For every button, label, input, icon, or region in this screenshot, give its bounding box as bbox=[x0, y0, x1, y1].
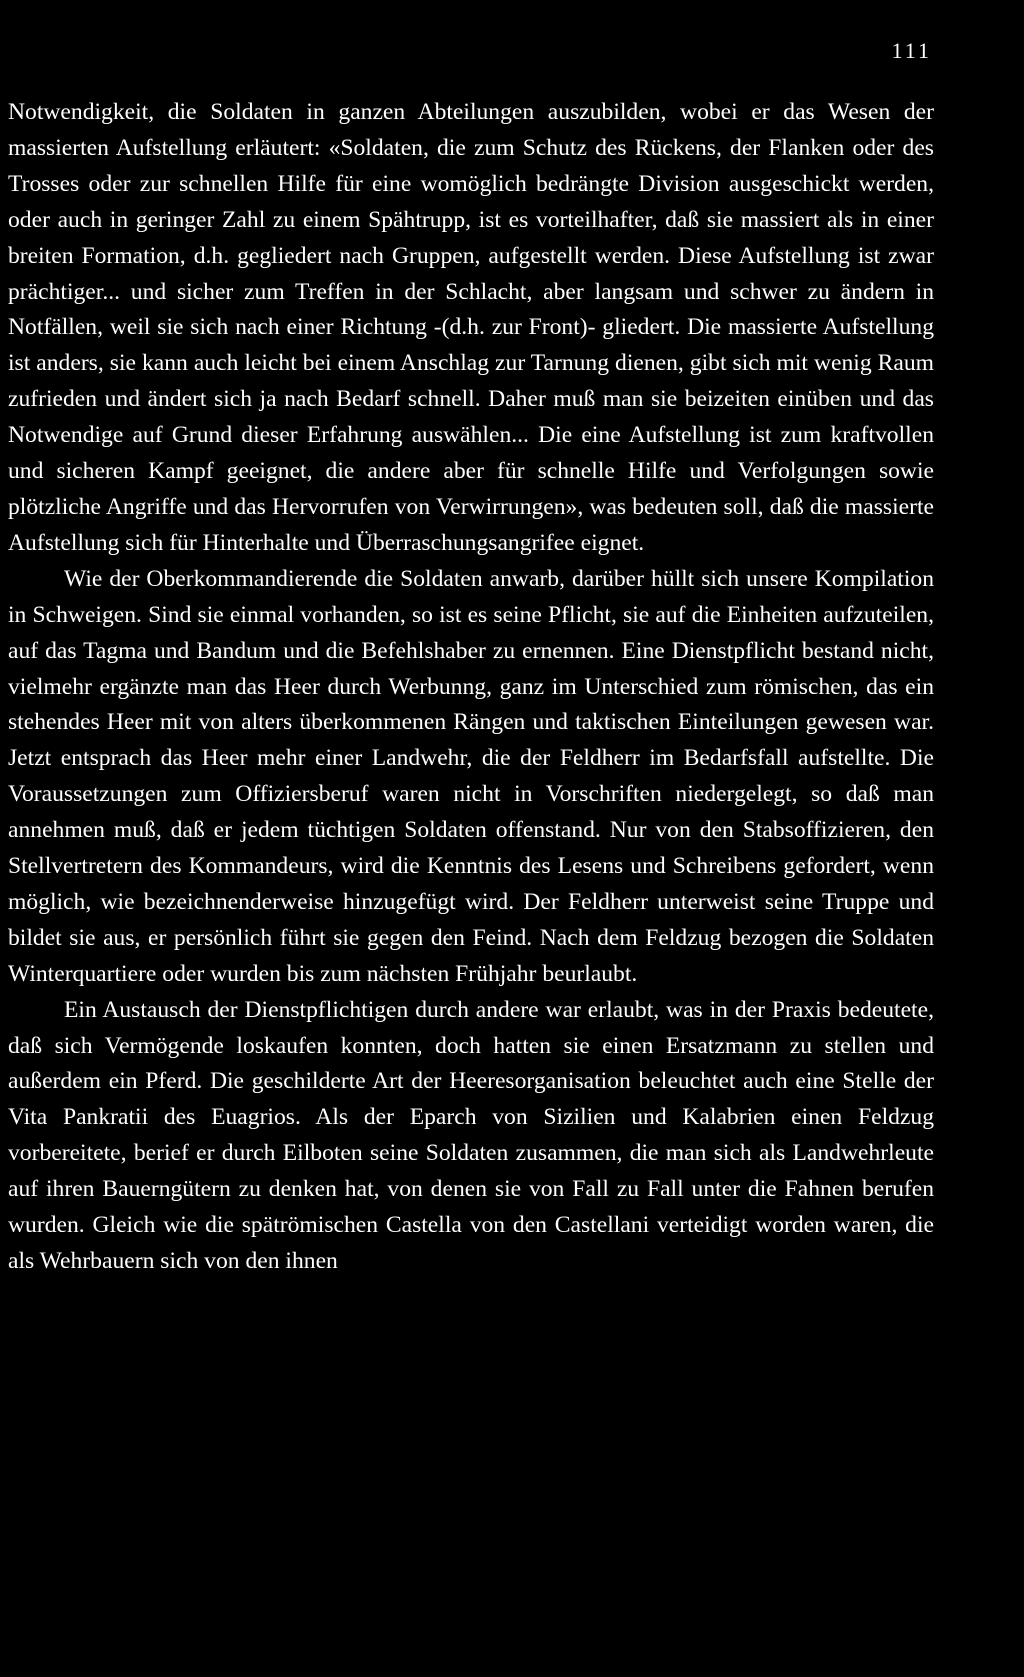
paragraph-3: Ein Austausch der Dienstpflichtigen durch andere war erlaubt, was in der Praxis bedeutete, daß sich Vermögende loskaufen konnten, doch hatten sie einen Ersatzmann zu stellen und außerdem ein Pferd. Die geschilderte Art der Heeresorganisation beleuchtet auch eine Stelle der Vita Pankratii des Euagrios. Als der Eparch von Sizilien und Kalabrien einen Feldzug vorbereitete, berief er durch Eilboten seine Soldaten zusammen, die man sich als Landwehrleute auf ihren Bauerngütern zu denken hat, von denen sie von Fall zu Fall unter die Fahnen berufen wurden. Gleich wie die spätrömischen Castella von den Castellani verteidigt worden waren, die als Wehrbauern sich von den ihnen bbox=[8, 996, 934, 1274]
paragraph-2: Wie der Oberkommandierende die Soldaten anwarb, darüber hüllt sich unsere Kompilation in Schweigen. Sind sie einmal vorhanden, so ist es seine Pflicht, sie auf die Einheiten aufzuteilen, auf das Tagma und Bandum und die Befehlshaber zu ernennen. Eine Dienstpflicht bestand nicht, vielmehr ergänzte man das Heer durch Werbunng, ganz im Unterschied zum römischen, das ein stehendes Heer mit von alters überkommenen Rängen und taktischen Einteilungen gewesen war. Jetzt entsprach das Heer mehr einer Landwehr, die der Feldherr im Bedarfsfall aufstellte. Die Voraussetzungen zum Offiziersberuf waren nicht in Vorschriften niedergelegt, so daß man annehmen muß, daß er jedem tüchtigen Soldaten offenstand. Nur von den Stabsoffizieren, den Stellvertretern des Kommandeurs, wird die Kenntnis des Lesens und Schreibens gefordert, wenn möglich, wie bezeichnenderweise hinzugefügt wird. Der Feldherr unterweist seine Truppe und bildet sie aus, er persönlich führt sie gegen den Feind. Nach dem Feldzug bezogen die Soldaten Winterquartiere oder wurden bis zum nächsten Frühjahr beurlaubt. bbox=[8, 565, 934, 987]
paragraph-1: Notwendigkeit, die Soldaten in ganzen Abteilungen auszubilden, wobei er das Wesen der massierten Aufstellung erläutert: «Soldaten, die zum Schutz des Rückens, der Flanken oder des Trosses oder zur schnellen Hilfe für eine womöglich bedrängte Division ausgeschickt werden, oder auch in geringer Zahl zu einem Spähtrupp, ist es vorteilhafter, daß sie massiert als in einer breiten Formation, d.h. gegliedert nach Gruppen, aufgestellt werden. Diese Aufstellung ist zwar prächtiger... und sicher zum Treffen in der Schlacht, aber langsam und schwer zu ändern in Notfällen, weil sie sich nach einer Richtung -(d.h. zur Front)- gliedert. Die massierte Aufstellung ist anders, sie kann auch leicht bei einem Anschlag zur Tarnung dienen, gibt sich mit wenig Raum zufrieden und ändert sich ja nach Bedarf schnell. Daher muß man sie beizeiten einüben und das Notwendige auf Grund dieser Erfahrung auswählen... Die eine Aufstellung ist zum kraftvollen und sicheren Kampf geeignet, die andere aber für schnelle Hilfe und Verfolgungen sowie plötzliche Angriffe und das Hervorrufen von Verwirrungen», was bedeuten soll, daß die massierte Aufstellung sich für Hinterhalte und Überraschungsangrifee eignet. bbox=[8, 99, 934, 556]
page-number: 111 bbox=[891, 38, 932, 63]
body-text bbox=[8, 95, 934, 1280]
